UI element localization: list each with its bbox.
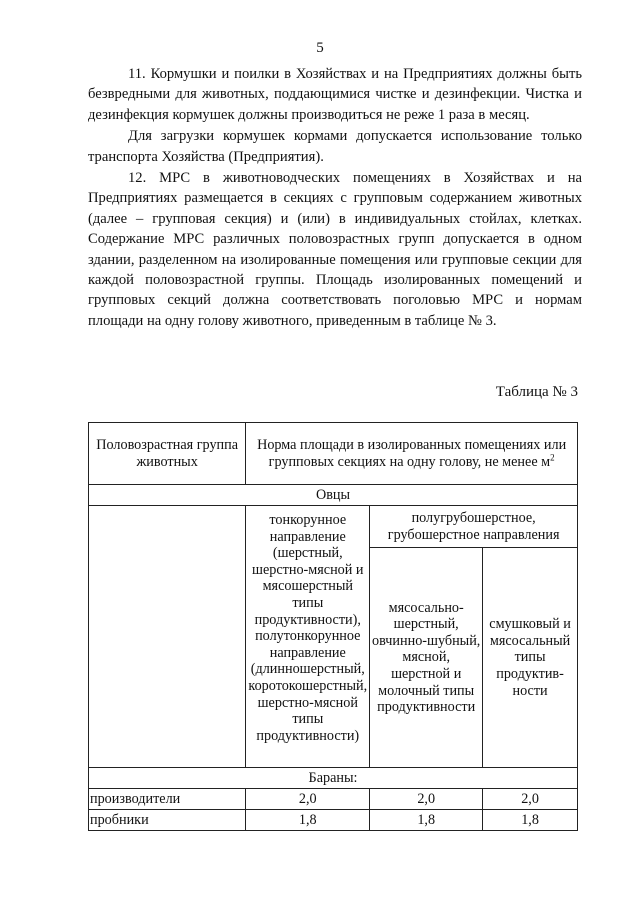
body-text — [88, 64, 582, 331]
fine-wool-direction: тонкорунное направление (шерстный, шерстно-мясной и мясошерстный типы продуктивности), полутонкорунное направление (длинношерстный, коротокошерстный, шерстно-мясной типы продуктивности) — [246, 506, 370, 768]
row-value: 2,0 — [483, 789, 578, 810]
row-value: 2,0 — [370, 789, 483, 810]
section-rams: Бараны: — [89, 768, 578, 789]
section-rams-row — [89, 768, 578, 789]
coarse-wool-direction: полугрубошерстное, грубошерстное направления — [370, 506, 578, 548]
direction-header-row — [89, 506, 578, 548]
smushk-types: смушковый и мясосальный типы продуктив-ности — [483, 548, 578, 768]
header-age-group: Половозрастная группа животных — [89, 423, 246, 485]
row-value: 1,8 — [246, 810, 370, 831]
paragraph-12: 12. МРС в животноводческих помещениях в Хозяйствах и на Предприятиях размещается в секциях с групповым содержанием животных (далее – групповая секция) и (или) в индивидуальных стойлах, клетках. Содержание МРС различных половозрастных групп допускается в одном здании, разделенном на изолированные помещения или групповые секции для каждой половозрастной группы. Площадь изолированных помещений и групповых секций должна соответствовать поголовью МРС и нормам площади на одну голову животного, приведенным в таблице № 3. — [88, 170, 582, 329]
section-sheep: Овцы — [89, 485, 578, 506]
paragraph-loading: Для загрузки кормушек кормами допускается использование только транспорта Хозяйства (Предприятия). — [88, 128, 582, 165]
row-value: 1,8 — [370, 810, 483, 831]
header-area-norm — [246, 423, 578, 485]
empty-label-cell — [89, 506, 246, 768]
unit-superscript: 2 — [550, 451, 555, 462]
row-value: 2,0 — [246, 789, 370, 810]
row-label: пробники — [89, 810, 246, 831]
page-number: 5 — [316, 40, 324, 56]
table-header-row — [89, 423, 578, 485]
row-value: 1,8 — [483, 810, 578, 831]
table-caption: Таблица № 3 — [495, 384, 578, 400]
area-norms-table — [88, 422, 578, 831]
section-sheep-row — [89, 485, 578, 506]
header-area-norm-text: Норма площади в изолированных помещениях или групповых секциях на одну голову, не менее м — [257, 436, 567, 470]
row-label: производители — [89, 789, 246, 810]
table-row — [89, 789, 578, 810]
meat-wool-types: мясосально-шерстный, овчинно-шубный, мясной, шерстной и молочный типы продуктивности — [370, 548, 483, 768]
paragraph-11: 11. Кормушки и поилки в Хозяйствах и на Предприятиях должны быть безвредными для животных, поддающимися чистке и дезинфекции. Чистка и дезинфекция кормушек должны производиться не реже 1 раза в месяц. — [88, 66, 582, 123]
table-row — [89, 810, 578, 831]
